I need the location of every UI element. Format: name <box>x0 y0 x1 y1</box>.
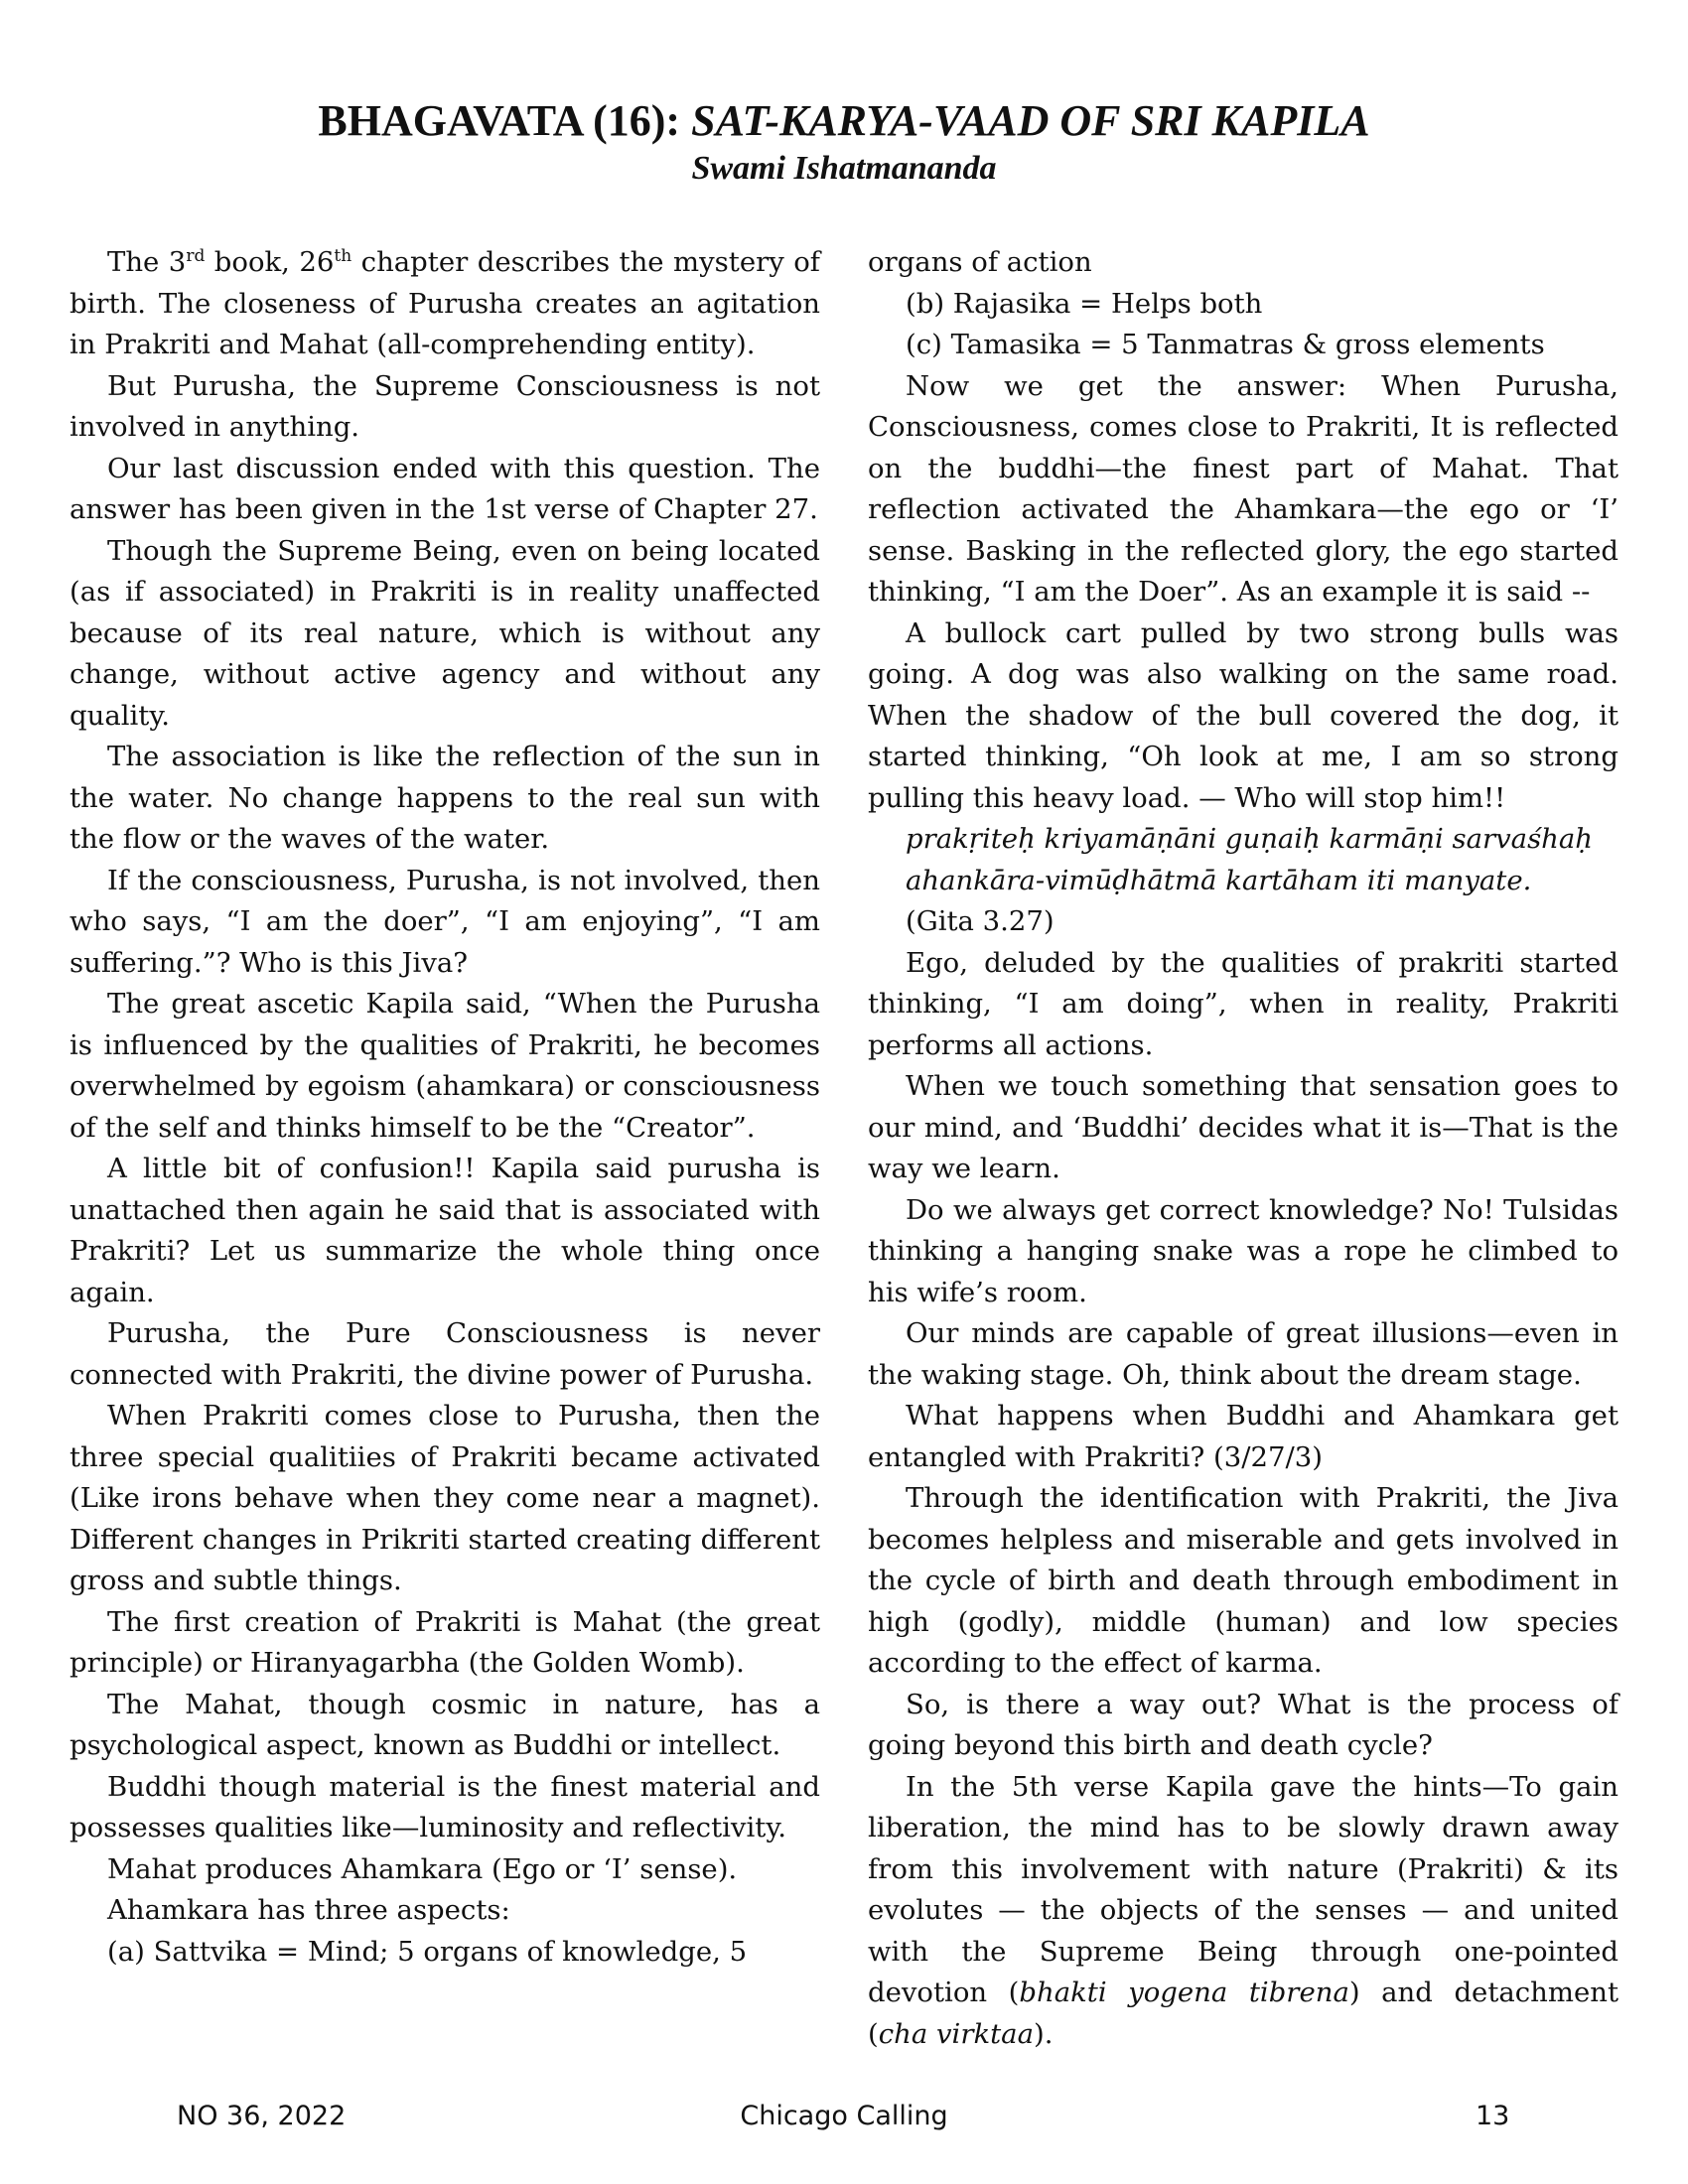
page-header <box>0 95 1688 191</box>
paragraph: The Mahat, though cosmic in nature, has a psychological aspect, known as Buddhi or intellect. <box>70 1688 820 1761</box>
footer-issue: NO 36, 2022 <box>177 2101 347 2131</box>
paragraph: The association is like the reflection of the sun in the water. No change happens to the real sun with the flow or the waves of the water. <box>70 741 820 855</box>
paragraph: Mahat produces Ahamkara (Ego or ‘I’ sense). <box>107 1852 738 1885</box>
paragraph: Purusha, the Pure Consciousness is never connected with Prakriti, the divine power of Purusha. <box>70 1317 820 1391</box>
paragraph: Buddhi though material is the finest material and possesses qualities like—luminosity and reflectivity. <box>70 1770 820 1843</box>
list-item: (c) Tamasika = 5 Tanmatras & gross elements <box>906 329 1545 360</box>
paragraph: When Prakriti comes close to Purusha, then the three special qualitiies of Prakriti became activated (Like irons behave when they come near a magnet). Different changes in Prikriti started creating different gross and subtle things. <box>70 1400 820 1596</box>
article-author: Swami Ishatmananda <box>691 150 997 187</box>
paragraph: If the consciousness, Purusha, is not involved, then who says, “I am the doer”, “I am enjoying”, “I am suffering.”? Who is this Jiva? <box>70 864 820 979</box>
footer-publication: Chicago Calling <box>740 2101 948 2131</box>
left-column <box>70 242 820 1973</box>
list-item-continuation: organs of action <box>868 246 1092 278</box>
paragraph: Do we always get correct knowledge? No! Tulsidas thinking a hanging snake was a rope he climbed to his wife’s room. <box>868 1193 1618 1308</box>
paragraph: In the 5th verse Kapila gave the hints—To gain liberation, the mind has to be slowly drawn away from this involvement with nature (Prakriti) & its evolutes — the objects of the senses — and united with the Supreme Being through one-pointed devotion (bhakti yogena tibrena) and detachment (cha virktaa). <box>868 1770 1618 2050</box>
paragraph: Now we get the answer: When Purusha, Consciousness, comes close to Prakriti, It is reflected on the buddhi—the finest part of Mahat. That reflection activated the Ahamkara—the ego or ‘I’ sense. Basking in the reflected glory, the ego started thinking, “I am the Doer”. As an example it is said -- <box>868 369 1618 608</box>
paragraph: But Purusha, the Supreme Consciousness is not involved in anything. <box>70 369 820 443</box>
paragraph: So, is there a way out? What is the process of going beyond this birth and death cycle? <box>868 1688 1618 1761</box>
list-item: (b) Rajasika = Helps both <box>906 287 1263 320</box>
paragraph: Our minds are capable of great illusions—even in the waking stage. Oh, think about the dream stage. <box>868 1317 1618 1391</box>
footer-page-number: 13 <box>1476 2101 1510 2131</box>
verse-line: ahankāra-vimūḍhātmā kartāham iti manyate. <box>906 864 1532 896</box>
paragraph: A little bit of confusion!! Kapila said purusha is unattached then again he said that is associated with Prakriti? Let us summarize the whole thing once again. <box>70 1153 820 1308</box>
paragraph: The 3rd book, 26th chapter describes the mystery of birth. The closeness of Purusha creates an agitation in Prakriti and Mahat (all-comprehending entity). <box>70 246 820 360</box>
paragraph: Ego, deluded by the qualities of prakriti started thinking, “I am doing”, when in reality, Prakriti performs all actions. <box>868 946 1618 1061</box>
paragraph: Ahamkara has three aspects: <box>107 1894 510 1926</box>
verse-reference: (Gita 3.27) <box>906 905 1055 937</box>
article-title <box>0 95 1688 147</box>
paragraph: The great ascetic Kapila said, “When the Purusha is influenced by the qualities of Prakriti, he becomes overwhelmed by egoism (ahamkara) or consciousness of the self and thinks himself to be the “Creator”. <box>70 988 820 1144</box>
paragraph: Our last discussion ended with this question. The answer has been given in the 1st verse of Chapter 27. <box>70 452 820 525</box>
paragraph: The first creation of Prakriti is Mahat (the great principle) or Hiranyagarbha (the Golden Womb). <box>70 1605 820 1679</box>
title-italic: SAT-KARYA-VAAD OF SRI KAPILA <box>691 96 1370 145</box>
paragraph: Though the Supreme Being, even on being located (as if associated) in Prakriti is in reality unaffected because of its real nature, which is without any change, without active agency and without any quality. <box>70 534 820 732</box>
verse-line: prakṛiteḥ kriyamāṇāni guṇaiḥ karmāṇi sarvaśhaḥ <box>906 823 1593 855</box>
right-column <box>868 242 1618 2055</box>
paragraph: When we touch something that sensation goes to our mind, and ‘Buddhi’ decides what it is—That is the way we learn. <box>868 1070 1618 1184</box>
paragraph: Through the identification with Prakriti, the Jiva becomes helpless and miserable and gets involved in the cycle of birth and death through embodiment in high (godly), middle (human) and low species according to the effect of karma. <box>868 1482 1618 1679</box>
paragraph: A bullock cart pulled by two strong bulls was going. A dog was also walking on the same road. When the shadow of the bull covered the dog, it started thinking, “Oh look at me, I am so strong pulling this heavy load. — Who will stop him!! <box>868 616 1618 814</box>
paragraph: What happens when Buddhi and Ahamkara get entangled with Prakriti? (3/27/3) <box>868 1400 1618 1473</box>
title-prefix: BHAGAVATA (16): <box>318 96 692 145</box>
list-item: (a) Sattvika = Mind; 5 organs of knowledge, 5 <box>107 1935 748 1968</box>
